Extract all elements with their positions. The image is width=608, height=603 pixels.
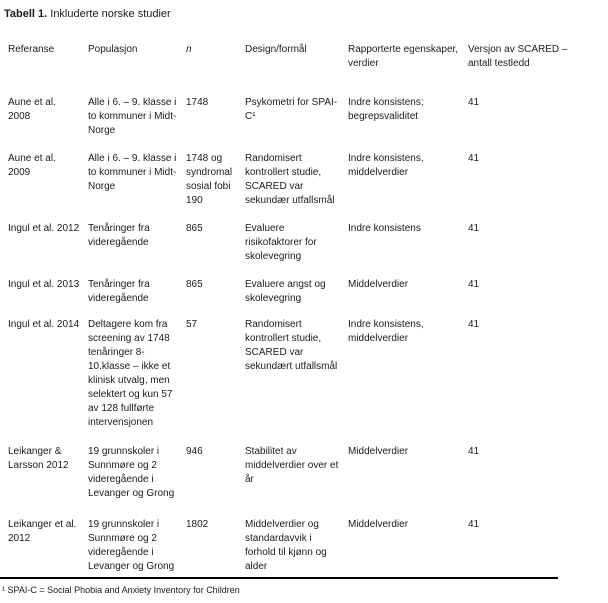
cell-n: 946 — [186, 446, 203, 457]
cell-n: 1748 — [186, 97, 209, 108]
cell-rapportert: Indre konsistens, middelverdier — [348, 319, 424, 344]
cell-rapportert: Indre konsistens, middelverdier — [348, 153, 424, 178]
table-header-row — [8, 43, 606, 71]
cell-rapportert: Middelverdier — [348, 279, 409, 290]
cell-referanse: Leikanger & Larsson 2012 — [8, 446, 69, 471]
table-row — [8, 222, 606, 264]
cell-versjon: 41 — [468, 223, 480, 234]
cell-n: 865 — [186, 279, 203, 290]
cell-design: Psykometri for SPAI-C¹ — [245, 97, 338, 122]
cell-n: 865 — [186, 223, 203, 234]
cell-rapportert: Middelverdier — [348, 446, 409, 457]
footnote: ¹ SPAI-C = Social Phobia and Anxiety Inventory for Children — [2, 585, 240, 595]
cell-versjon: 41 — [468, 279, 480, 290]
cell-rapportert: Middelverdier — [348, 519, 409, 530]
column-header-design: Design/formål — [245, 44, 307, 55]
footnote-divider — [0, 577, 558, 579]
cell-populasjon: Deltagere kom fra screening av 1748 tenåringer 8-10.klasse – ikke et klinisk utvalg, men selektert og kun 57 av 128 fullførte intervensjonen — [88, 319, 173, 428]
page-title — [4, 8, 171, 21]
column-header-versjon: Versjon av SCARED – antall testledd — [468, 44, 568, 69]
cell-rapportert: Indre konsistens — [348, 223, 421, 234]
column-header-n: n — [186, 44, 192, 55]
cell-populasjon: 19 grunnskoler i Sunnmøre og 2 videregående i Levanger og Grong — [88, 519, 175, 572]
cell-referanse: Aune et al. 2008 — [8, 97, 56, 122]
cell-design: Randomisert kontrollert studie, SCARED var sekundært utfallsmål — [245, 319, 338, 372]
cell-populasjon: Alle i 6. – 9. klasse i to kommuner i Midt-Norge — [88, 97, 177, 136]
cell-referanse: Ingul et al. 2013 — [8, 279, 80, 290]
cell-n: 57 — [186, 319, 198, 330]
table-row — [8, 445, 606, 501]
cell-populasjon: Tenåringer fra videregående — [88, 279, 150, 304]
cell-populasjon: Alle i 6. – 9. klasse i to kommuner i Midt-Norge — [88, 153, 177, 192]
table-caption: Inkluderte norske studier — [47, 8, 171, 20]
cell-versjon: 41 — [468, 319, 480, 330]
table-row — [8, 152, 606, 208]
cell-n: 1748 og syndromal sosial fobi 190 — [186, 153, 233, 206]
cell-referanse: Ingul et al. 2014 — [8, 319, 80, 330]
cell-design: Evaluere risikofaktorer for skolevegring — [245, 223, 317, 262]
cell-referanse: Leikanger et al. 2012 — [8, 519, 77, 544]
cell-n: 1802 — [186, 519, 209, 530]
cell-design: Evaluere angst og skolevegring — [245, 279, 326, 304]
cell-referanse: Ingul et al. 2012 — [8, 223, 80, 234]
cell-design: Middelverdier og standardavvik i forhold til kjønn og alder — [245, 519, 327, 572]
cell-design: Stabilitet av middelverdier over et år — [245, 446, 339, 485]
cell-versjon: 41 — [468, 153, 480, 164]
table-row — [8, 96, 606, 138]
cell-versjon: 41 — [468, 97, 480, 108]
cell-design: Randomisert kontrollert studie, SCARED var sekundær utfallsmål — [245, 153, 335, 206]
table-row — [8, 278, 606, 306]
table-row — [8, 318, 606, 430]
cell-referanse: Aune et al. 2009 — [8, 153, 56, 178]
cell-populasjon: 19 grunnskoler i Sunnmøre og 2 videregående i Levanger og Grong — [88, 446, 175, 499]
table-row — [8, 518, 606, 574]
cell-versjon: 41 — [468, 446, 480, 457]
studies-table — [8, 43, 606, 588]
cell-populasjon: Tenåringer fra videregående — [88, 223, 150, 248]
cell-rapportert: Indre konsistens; begrepsvaliditet — [348, 97, 424, 122]
column-header-referanse: Referanse — [8, 44, 55, 55]
table-number-label: Tabell 1. — [4, 8, 48, 20]
column-header-rapporterte: Rapporterte egenskaper, verdier — [348, 44, 459, 69]
cell-versjon: 41 — [468, 519, 480, 530]
column-header-populasjon: Populasjon — [88, 44, 138, 55]
